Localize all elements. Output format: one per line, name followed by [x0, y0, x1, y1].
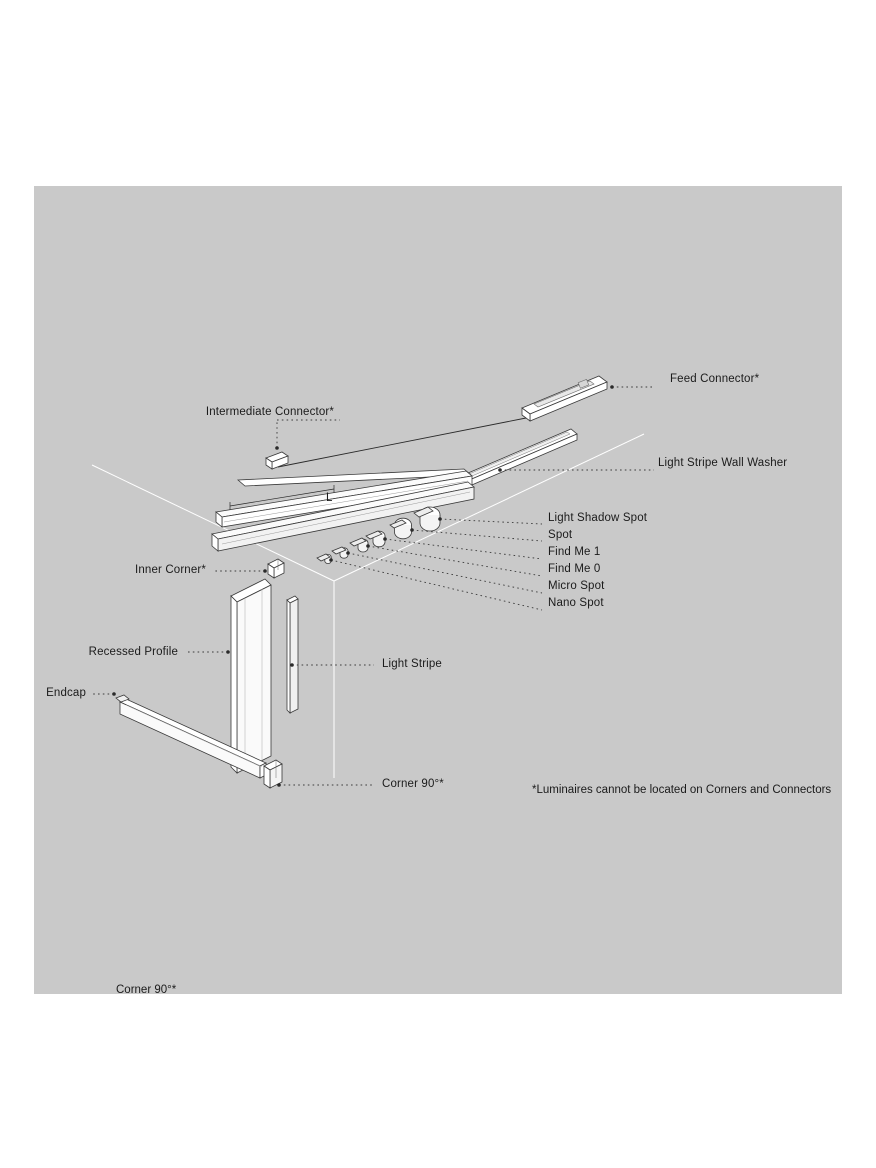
footnote-luminaires: *Luminaires cannot be located on Corners and Connectors	[532, 784, 832, 796]
label-light-stripe: Light Stripe	[382, 658, 442, 670]
label-find-me-1: Find Me 1	[548, 546, 601, 558]
label-light-shadow-spot: Light Shadow Spot	[548, 512, 648, 524]
label-recessed-profile: Recessed Profile	[88, 646, 178, 658]
label-corner-90-clipped: Corner 90°*	[116, 984, 177, 994]
recessed-profile-part	[231, 579, 271, 773]
label-corner-90: Corner 90°*	[382, 778, 444, 790]
label-spot: Spot	[548, 529, 573, 541]
label-nano-spot: Nano Spot	[548, 597, 604, 609]
label-endcap: Endcap	[46, 687, 86, 699]
label-intermediate-connector: Intermediate Connector*	[205, 406, 334, 418]
diagram-artwork	[34, 186, 842, 994]
inner-corner-part	[268, 559, 284, 578]
feed-connector-rod	[278, 418, 526, 467]
label-light-stripe-wall-washer: Light Stripe Wall Washer	[658, 457, 788, 469]
dimension-label-L: L	[326, 492, 333, 504]
feed-connector-part	[522, 376, 607, 421]
label-micro-spot: Micro Spot	[548, 580, 605, 592]
label-feed-connector: Feed Connector*	[670, 373, 760, 385]
label-inner-corner: Inner Corner*	[135, 564, 206, 576]
intermediate-connector-part	[266, 452, 288, 469]
light-stripe-part	[287, 596, 298, 713]
label-find-me-0: Find Me 0	[548, 563, 601, 575]
diagram-canvas	[34, 186, 842, 994]
